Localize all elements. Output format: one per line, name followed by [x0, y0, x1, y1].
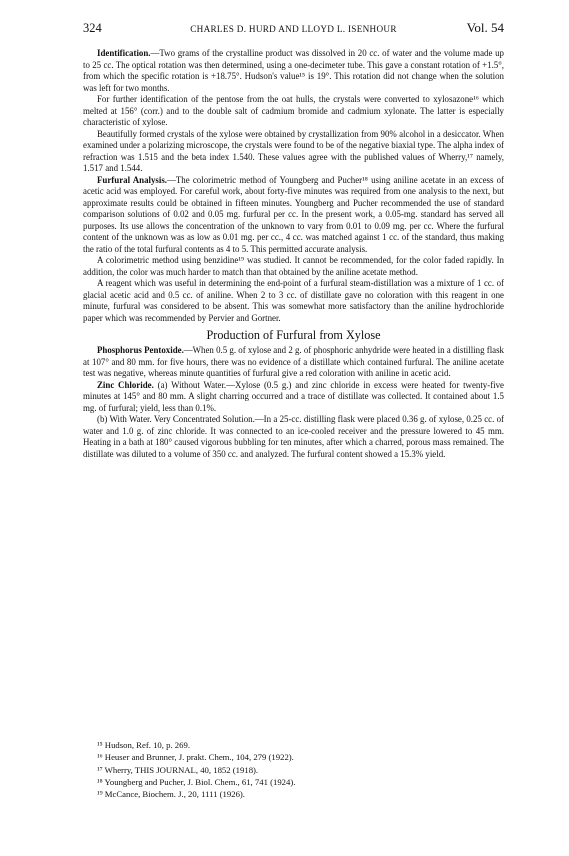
- paragraph-reagent: [83, 278, 504, 324]
- footnote: ¹⁸ Youngberg and Pucher, J. Biol. Chem., 61, 741 (1924).: [97, 776, 296, 787]
- paragraph-text: A reagent which was useful in determining the end-point of a furfural steam-distillation was a mixture of 1 cc. of glacial acetic acid and 0.5 cc. of aniline. When 2 to 3 cc. of distillate gave no coloration with this reagent in one minute, furfural was considered to be absent. This was somewhat more satisfactory than the aniline hydrochloride paper which was recommended by Pervier and Gortner.: [83, 278, 504, 323]
- paragraph-furfural-analysis: [83, 175, 504, 256]
- paragraph-benzidine: [83, 255, 504, 278]
- page-number: 324: [83, 21, 102, 35]
- section-title: Production of Furfural from Xylose: [206, 328, 381, 342]
- paragraph-identification: [83, 48, 504, 94]
- footnote: ¹⁹ McCance, Biochem. J., 20, 1111 (1926).: [97, 789, 245, 800]
- paragraph-crystals: [83, 129, 504, 175]
- footnotes: [83, 739, 504, 800]
- paragraph-phosphorus: [83, 345, 504, 380]
- volume-label: Vol. 54: [466, 20, 504, 35]
- footnote: ¹⁵ Hudson, Ref. 10, p. 269.: [97, 740, 190, 750]
- paragraph-text: (a) Without Water.—Xylose (0.5 g.) and zinc chloride in excess were heated for twenty-five minutes at 145° and 80 mm. A slight charring occurred and a trace of distillate was collected. It contained about 1.5 mg. of furfural; yield, less than 0.1%.: [83, 379, 504, 413]
- run-in-heading: Phosphorus Pentoxide.: [97, 345, 184, 355]
- paragraph-text: For further identification of the pentose from the oat hulls, the crystals were converted to xylosazone¹⁶ which melted at 156° (corr.) and to the double salt of cadmium bromide and cadmium xylonate. The latter is especially characteristic of xylose.: [83, 94, 504, 127]
- footnote: ¹⁷ Wherry, THIS JOURNAL, 40, 1852 (1918).: [97, 764, 259, 775]
- paragraph-text: (b) With Water. Very Concentrated Solution.—In a 25-cc. distilling flask were placed 0.36 g. of xylose, 0.25 cc. of water and 1.0 g. of zinc chloride. It was connected to an ice-cooled receiver and the pressure lowered to 45 mm. Heating in a bath at 180° caused vigorous bubbling for ten minutes, after which a charred, porous mass remained. The distillate was diluted to a volume of 350 cc. and analyzed. The furfural content showed a 15.3% yield.: [83, 414, 504, 459]
- run-in-heading: Zinc Chloride.: [97, 379, 154, 390]
- footnote: ¹⁶ Heuser and Brunner, J. prakt. Chem., 104, 279 (1922).: [97, 752, 294, 763]
- paragraph-text: Beautifully formed crystals of the xylose were obtained by crystallization from 90% alcohol in a desiccator. When examined under a polarizing microscope, the crystals were found to be of the negative biaxial type. The alpha index of refraction was 1.515 and the beta index 1.540. These values agree with the published values of Wherry,¹⁷ namely, 1.517 and 1.544.: [83, 128, 505, 173]
- running-authors: CHARLES D. HURD AND LLOYD L. ISENHOUR: [190, 24, 397, 34]
- paragraph-text: —When 0.5 g. of xylose and 2 g. of phosphoric anhydride were heated in a distilling flask at 107° and 80 mm. for five hours, there was no evidence of a distillate which contained furfural. The aniline acetate test was negative, whereas minute quantities of furfural give a red coloration with aniline in acetic acid.: [83, 345, 504, 378]
- paragraph-with-water: [83, 414, 504, 460]
- article-body: [83, 48, 504, 460]
- run-in-heading: Furfural Analysis.: [97, 174, 167, 185]
- paragraph-text: —Two grams of the crystalline product was dissolved in 20 cc. of water and the volume made up to 25 cc. The optical rotation was then determined, using a one-decimeter tube. This gave a constant rotation of +1.5°, from which the specific rotation is +18.75°. Hudson's value¹⁵ is 19°. This rotation did not change when the solution was left for two months.: [83, 48, 504, 93]
- paragraph-text: A colorimetric method using benzidine¹⁹ was studied. It cannot be recommended, for the color faded rapidly. In addition, the color was much harder to match than that obtained by the aniline acetate method.: [83, 255, 504, 277]
- paragraph-zinc-chloride: [83, 380, 504, 415]
- paragraph-xylosazone: [83, 94, 504, 129]
- run-in-heading: Identification.: [97, 48, 151, 58]
- paragraph-text: —The colorimetric method of Youngberg and Pucher¹⁸ using aniline acetate in an excess of acetic acid was employed. For careful work, about forty-five minutes was required from one analysis to the next, but approximate results could be obtained in fifteen minutes. Youngberg and Pucher recommended the use of standard comparison solutions of 0.02 and 0.05 mg. furfural per cc. In the present work, a 0.05-mg. standard has served all purposes. Its use allows the concentration of the unknown to vary from 0.01 to 0.09 mg. per cc. Where the furfural content of the unknown was as low as 0.01 mg. per cc., 4 cc. was matched against 1 cc. of the standard, thus making the ratio of the total furfural contents as 4 to 5. This permitted accurate analysis.: [83, 174, 504, 254]
